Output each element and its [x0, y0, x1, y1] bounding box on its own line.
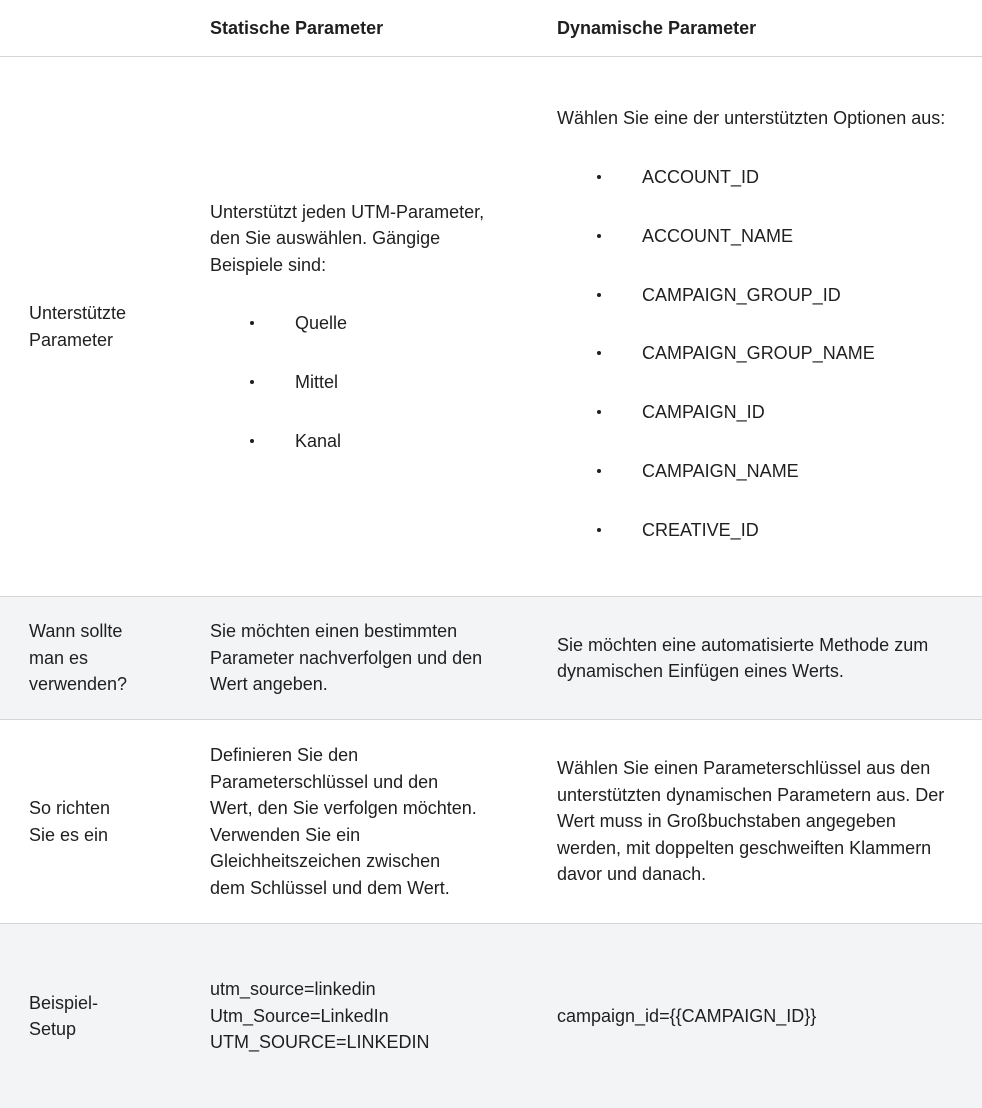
header-static-parameters: Statische Parameter — [210, 17, 384, 38]
list-item-text: CAMPAIGN_GROUP_ID — [642, 284, 841, 305]
row-label-cell — [29, 57, 159, 596]
header-dynamic-parameters: Dynamische Parameter — [557, 17, 757, 38]
static-example-line: Utm_Source=LinkedIn — [210, 1005, 389, 1026]
list-item — [557, 164, 957, 223]
bullet-icon — [597, 175, 601, 179]
static-setup-cell — [210, 720, 480, 923]
list-item — [557, 458, 957, 517]
list-item-text: ACCOUNT_ID — [642, 166, 760, 187]
bullet-icon — [250, 439, 254, 443]
dynamic-supported-intro: Wählen Sie eine der unterstützten Optionen aus: — [557, 108, 946, 129]
bullet-icon — [597, 410, 601, 414]
dynamic-when-cell — [557, 597, 957, 719]
static-when-text: Sie möchten einen bestimmten Parameter nachverfolgen und den Wert angeben. — [210, 621, 483, 695]
bullet-icon — [597, 351, 601, 355]
row-label-cell — [29, 924, 129, 1108]
static-when-cell — [210, 597, 490, 719]
list-item — [210, 310, 490, 369]
dynamic-setup-text: Wählen Sie einen Parameterschlüssel aus den unterstützten dynamischen Parametern aus. Der Wert muss in Großbuchstaben angegeben werden, mit doppelten geschweiften Klammern davor und danach. — [557, 758, 945, 885]
static-example-line: UTM_SOURCE=LINKEDIN — [210, 1032, 430, 1053]
list-item — [210, 369, 490, 428]
row-label: Wann sollte man es verwenden? — [29, 621, 128, 695]
table-row-example-setup — [0, 924, 982, 1108]
list-item-text: CAMPAIGN_ID — [642, 402, 765, 423]
table-header-row — [0, 0, 982, 57]
row-label: So richten Sie es ein — [29, 798, 111, 845]
row-label-cell — [29, 720, 129, 923]
table-row-supported-parameters — [0, 57, 982, 597]
list-item — [557, 517, 957, 576]
list-item-text: Quelle — [295, 313, 348, 334]
static-setup-text: Definieren Sie den Parameterschlüssel und den Wert, den Sie verfolgen möchten. Verwenden Sie ein Gleichheitszeichen zwischen dem Schlüssel und dem Wert. — [210, 745, 477, 898]
dynamic-when-text: Sie möchten eine automatisierte Methode zum dynamischen Einfügen eines Werts. — [557, 634, 929, 681]
list-item-text: CREATIVE_ID — [642, 519, 759, 540]
static-example-lines — [210, 976, 510, 1056]
list-item — [557, 223, 957, 282]
list-item-text: CAMPAIGN_NAME — [642, 460, 799, 481]
bullet-icon — [250, 380, 254, 384]
static-examples-list — [210, 310, 490, 486]
table-row-when-to-use — [0, 597, 982, 720]
static-example-cell — [210, 924, 510, 1108]
list-item-text: ACCOUNT_NAME — [642, 225, 794, 246]
list-item-text: Kanal — [295, 430, 342, 451]
header-cell-empty — [29, 0, 189, 56]
list-item — [557, 399, 957, 458]
list-item — [557, 340, 957, 399]
dynamic-options-list — [557, 164, 957, 576]
list-item — [210, 428, 490, 487]
bullet-icon — [597, 293, 601, 297]
dynamic-setup-cell — [557, 720, 957, 923]
static-example-line: utm_source=linkedin — [210, 979, 376, 1000]
bullet-icon — [597, 469, 601, 473]
row-label: Beispiel-Setup — [29, 992, 99, 1039]
bullet-icon — [597, 234, 601, 238]
list-item-text: CAMPAIGN_GROUP_NAME — [642, 343, 875, 364]
dynamic-example-text: campaign_id={{CAMPAIGN_ID}} — [557, 1005, 817, 1026]
list-item — [557, 282, 957, 341]
static-supported-cell — [210, 57, 490, 596]
row-label: Unterstützte Parameter — [29, 303, 127, 350]
dynamic-supported-cell — [557, 57, 957, 596]
table-row-setup — [0, 720, 982, 924]
row-label-cell — [29, 597, 159, 719]
bullet-icon — [250, 321, 254, 325]
list-item-text: Mittel — [295, 371, 339, 392]
bullet-icon — [597, 528, 601, 532]
static-supported-intro: Unterstützt jeden UTM-Parameter, den Sie auswählen. Gängige Beispiele sind: — [210, 201, 485, 275]
dynamic-example-cell — [557, 924, 957, 1108]
